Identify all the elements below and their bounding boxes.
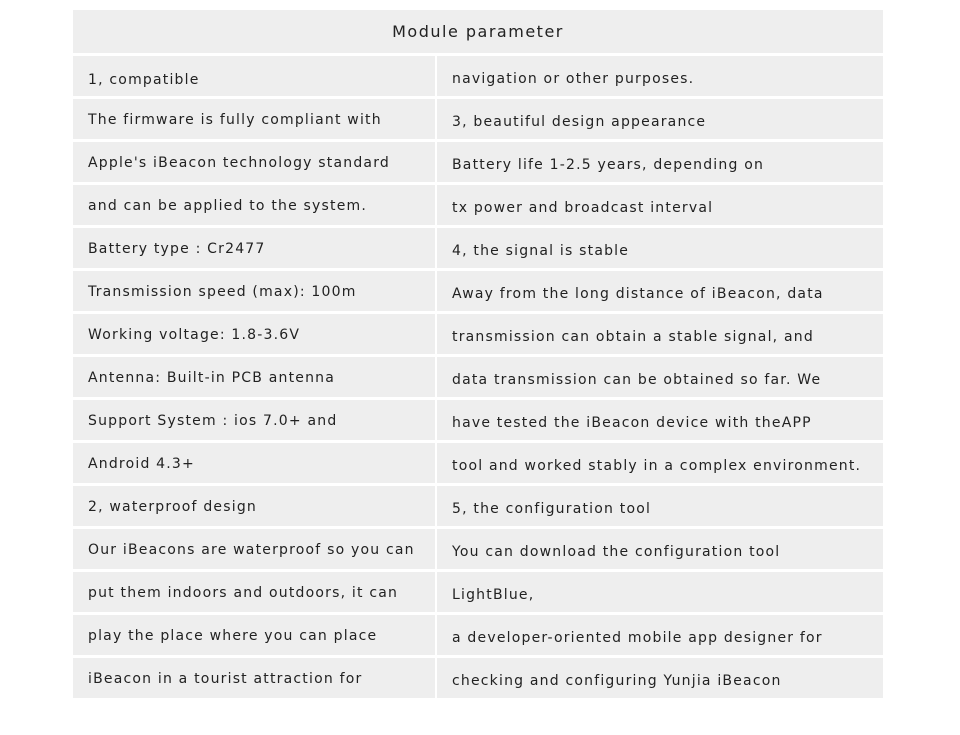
- table-body: [73, 56, 883, 701]
- table-row: Battery type : Cr2477: [73, 228, 435, 268]
- table-row: tx power and broadcast interval: [437, 185, 883, 225]
- table-row: put them indoors and outdoors, it can: [73, 572, 435, 612]
- table-row: Support System : ios 7.0+ and: [73, 400, 435, 440]
- table-row: have tested the iBeacon device with theAPP: [437, 400, 883, 440]
- table-row: iBeacon in a tourist attraction for: [73, 658, 435, 698]
- table-row: Android 4.3+: [73, 443, 435, 483]
- right-column: [437, 56, 883, 701]
- table-row: The firmware is fully compliant with: [73, 99, 435, 139]
- table-row: Antenna: Built-in PCB antenna: [73, 357, 435, 397]
- table-row: 5, the configuration tool: [437, 486, 883, 526]
- table-row: Away from the long distance of iBeacon, data: [437, 271, 883, 311]
- table-row: and can be applied to the system.: [73, 185, 435, 225]
- table-row: a developer-oriented mobile app designer for: [437, 615, 883, 655]
- table-row: 2, waterproof design: [73, 486, 435, 526]
- table-row: navigation or other purposes.: [437, 56, 883, 96]
- table-row: LightBlue,: [437, 572, 883, 612]
- table-row: You can download the configuration tool: [437, 529, 883, 569]
- table-row: tool and worked stably in a complex environment.: [437, 443, 883, 483]
- parameter-table: [73, 10, 883, 701]
- table-row: 1, compatible: [73, 56, 435, 96]
- table-row: Our iBeacons are waterproof so you can: [73, 529, 435, 569]
- table-row: play the place where you can place: [73, 615, 435, 655]
- table-row: Working voltage: 1.8-3.6V: [73, 314, 435, 354]
- table-row: data transmission can be obtained so far. We: [437, 357, 883, 397]
- table-row: Battery life 1-2.5 years, depending on: [437, 142, 883, 182]
- table-title: Module parameter: [73, 10, 883, 53]
- table-row: transmission can obtain a stable signal, and: [437, 314, 883, 354]
- table-row: checking and configuring Yunjia iBeacon: [437, 658, 883, 698]
- table-row: Apple's iBeacon technology standard: [73, 142, 435, 182]
- left-column: [73, 56, 435, 701]
- table-row: 4, the signal is stable: [437, 228, 883, 268]
- table-row: Transmission speed (max): 100m: [73, 271, 435, 311]
- table-row: 3, beautiful design appearance: [437, 99, 883, 139]
